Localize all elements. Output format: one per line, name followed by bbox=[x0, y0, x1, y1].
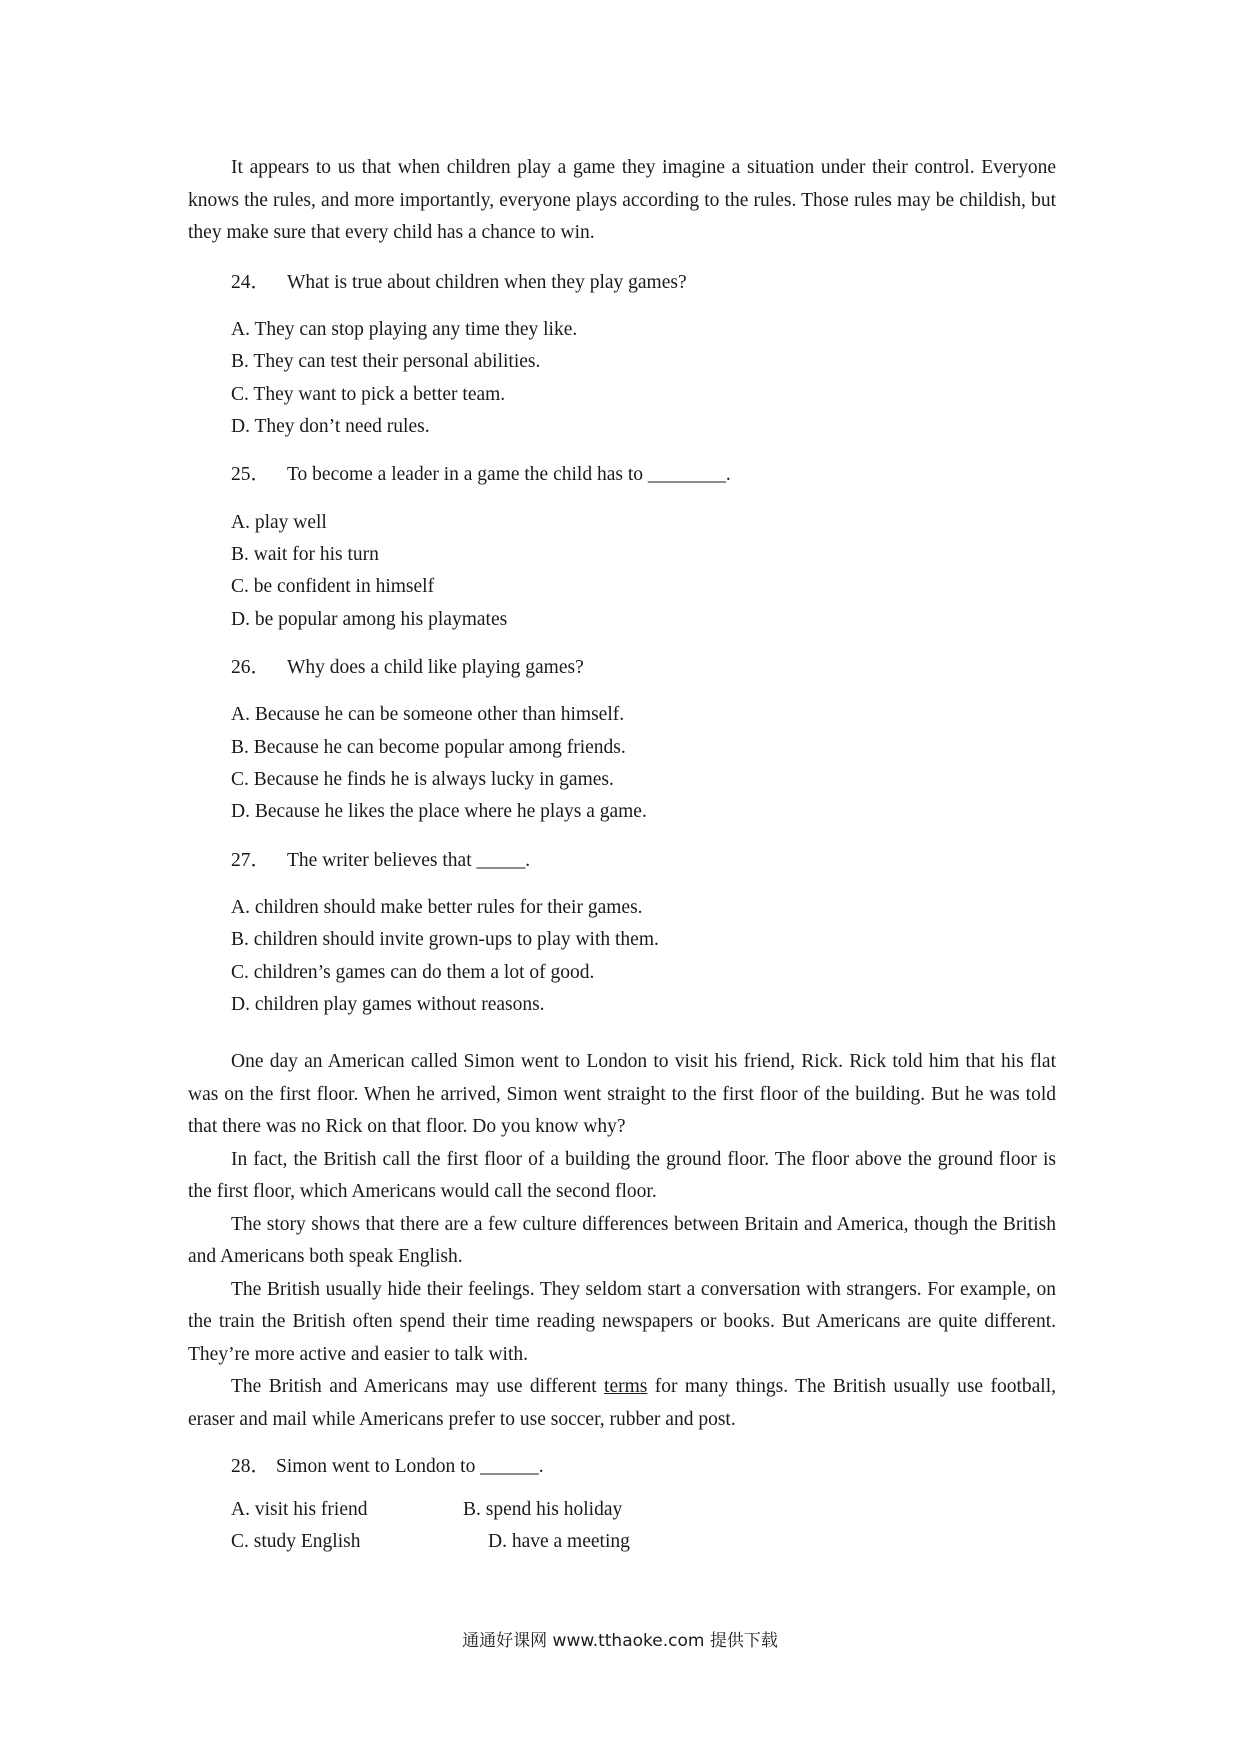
option-a: A. They can stop playing any time they like. bbox=[231, 319, 578, 340]
passage-paragraph-4: The British usually hide their feelings. They seldom start a conversation with strangers. For example, on the train the British often spend their time reading newspapers or books. But Americans are quite different. They’re more active and easier to talk with. bbox=[188, 1278, 1056, 1365]
question-number: 27． bbox=[231, 849, 271, 871]
options bbox=[188, 699, 1056, 828]
option-c: C. study English bbox=[231, 1531, 361, 1553]
passage-paragraph-5 bbox=[188, 1371, 1056, 1436]
page-footer: 通通好课网 www.tthaoke.com 提供下载 bbox=[462, 1631, 778, 1651]
option-a: A. Because he can be someone other than himself. bbox=[231, 704, 625, 726]
option-a: A. play well bbox=[231, 511, 327, 533]
options-row-2 bbox=[231, 1531, 1056, 1563]
passage-paragraph-2: In fact, the British call the first floor of a building the ground floor. The floor above the ground floor is the first floor, which Americans would call the second floor. bbox=[188, 1148, 1056, 1203]
paragraph-text-before: The British and Americans may use different bbox=[231, 1376, 605, 1398]
question-stem bbox=[188, 845, 1056, 878]
passage-paragraph-3: The story shows that there are a few culture differences between Britain and America, though the British and Americans both speak English. bbox=[188, 1213, 1056, 1268]
underlined-term: terms bbox=[604, 1376, 648, 1398]
question-stem bbox=[188, 459, 1056, 492]
option-b: B. spend his holiday bbox=[463, 1498, 623, 1520]
option-d: D. children play games without reasons. bbox=[231, 993, 545, 1015]
options bbox=[188, 507, 1056, 636]
question-number: 26． bbox=[231, 656, 271, 678]
paragraph-text-after: for many things. The British usually use football, eraser and mail while Americans prefer to use soccer, rubber and post. bbox=[188, 1376, 1056, 1430]
option-c: C. children’s games can do them a lot of good. bbox=[231, 961, 595, 983]
question-25 bbox=[188, 459, 1056, 636]
option-a: A. children should make better rules for their games. bbox=[231, 897, 643, 919]
option-b: B. wait for his turn bbox=[231, 543, 379, 565]
question-number: 25． bbox=[231, 464, 271, 486]
option-b: B. children should invite grown-ups to play with them. bbox=[231, 929, 659, 951]
passage-paragraph-1: One day an American called Simon went to London to visit his friend, Rick. Rick told him that his flat was on the first floor. When he arrived, Simon went straight to the first floor of the building. But he was told that there was no Rick on that floor. Do you know why? bbox=[188, 1051, 1056, 1138]
intro-paragraph: It appears to us that when children play a game they imagine a situation under their control. Everyone knows the rules, and more importantly, everyone plays according to the rules. Those rules may be childish, but they make sure that every child has a chance to win. bbox=[188, 157, 1056, 243]
option-d: D. have a meeting bbox=[488, 1531, 630, 1553]
question-stem bbox=[188, 652, 1056, 685]
question-number: 28． bbox=[231, 1456, 271, 1478]
question-number: 24． bbox=[231, 271, 271, 293]
question-26 bbox=[188, 652, 1056, 829]
option-d: D. They don’t need rules. bbox=[231, 415, 430, 437]
option-d: D. Because he likes the place where he plays a game. bbox=[231, 801, 647, 823]
option-a: A. visit his friend bbox=[231, 1498, 368, 1520]
question-text: The writer believes that _____. bbox=[287, 849, 531, 871]
question-text: Why does a child like playing games? bbox=[287, 656, 584, 678]
document-page bbox=[188, 152, 1056, 1579]
question-28 bbox=[188, 1451, 1056, 1563]
options bbox=[188, 1499, 1056, 1564]
question-text: To become a leader in a game the child has to ________. bbox=[287, 464, 731, 486]
question-24 bbox=[188, 267, 1056, 444]
option-b: B. They can test their personal abilities. bbox=[231, 351, 541, 373]
option-c: C. be confident in himself bbox=[231, 576, 435, 598]
reading-passage bbox=[188, 1046, 1056, 1436]
option-c: C. Because he finds he is always lucky in games. bbox=[231, 768, 614, 790]
question-text: What is true about children when they play games? bbox=[287, 271, 687, 293]
options bbox=[188, 892, 1056, 1021]
option-d: D. be popular among his playmates bbox=[231, 608, 508, 630]
options-row-1 bbox=[231, 1499, 1056, 1531]
question-text: Simon went to London to ______. bbox=[276, 1456, 544, 1478]
option-b: B. Because he can become popular among friends. bbox=[231, 736, 626, 758]
question-stem bbox=[188, 1451, 1056, 1484]
option-c: C. They want to pick a better team. bbox=[231, 383, 506, 405]
options bbox=[188, 314, 1056, 443]
question-27 bbox=[188, 845, 1056, 1022]
question-stem bbox=[188, 267, 1056, 300]
